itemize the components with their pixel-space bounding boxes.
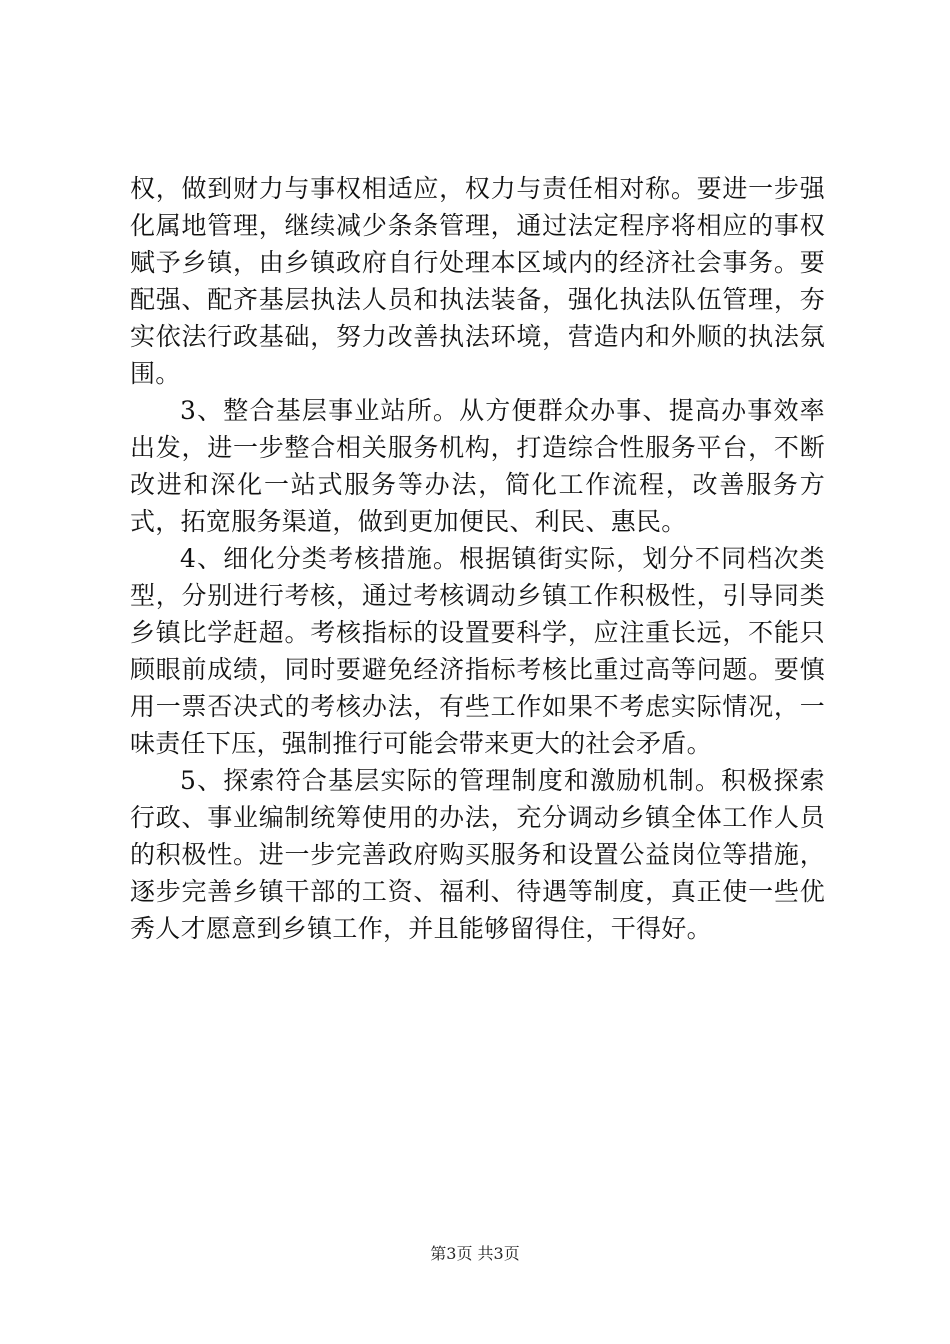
document-body <box>130 170 825 947</box>
page-number-label: 第3页 共3页 <box>430 1244 520 1263</box>
paragraph-item-4: 4、细化分类考核措施。根据镇街实际，划分不同档次类型，分别进行考核，通过考核调动乡镇工作积极性，引导同类乡镇比学赶超。考核指标的设置要科学，应注重长远，不能只顾眼前成绩，同时要避免经济指标考核比重过高等问题。要慎用一票否决式的考核办法，有些工作如果不考虑实际情况，一味责任下压，强制推行可能会带来更大的社会矛盾。 <box>130 544 825 758</box>
paragraph-continuation: 权，做到财力与事权相适应，权力与责任相对称。要进一步强化属地管理，继续减少条条管理，通过法定程序将相应的事权赋予乡镇，由乡镇政府自行处理本区域内的经济社会事务。要配强、配齐基层执法人员和执法装备，强化执法队伍管理，夯实依法行政基础，努力改善执法环境，营造内和外顺的执法氛围。 <box>130 174 825 388</box>
page-footer <box>0 1243 950 1265</box>
paragraph-item-5: 5、探索符合基层实际的管理制度和激励机制。积极探索行政、事业编制统筹使用的办法，充分调动乡镇全体工作人员的积极性。进一步完善政府购买服务和设置公益岗位等措施，逐步完善乡镇干部的工资、福利、待遇等制度，真正使一些优秀人才愿意到乡镇工作，并且能够留得住，干得好。 <box>130 766 825 943</box>
paragraph-item-3: 3、整合基层事业站所。从方便群众办事、提高办事效率出发，进一步整合相关服务机构，打造综合性服务平台，不断改进和深化一站式服务等办法，简化工作流程，改善服务方式，拓宽服务渠道，做到更加便民、利民、惠民。 <box>130 396 825 536</box>
